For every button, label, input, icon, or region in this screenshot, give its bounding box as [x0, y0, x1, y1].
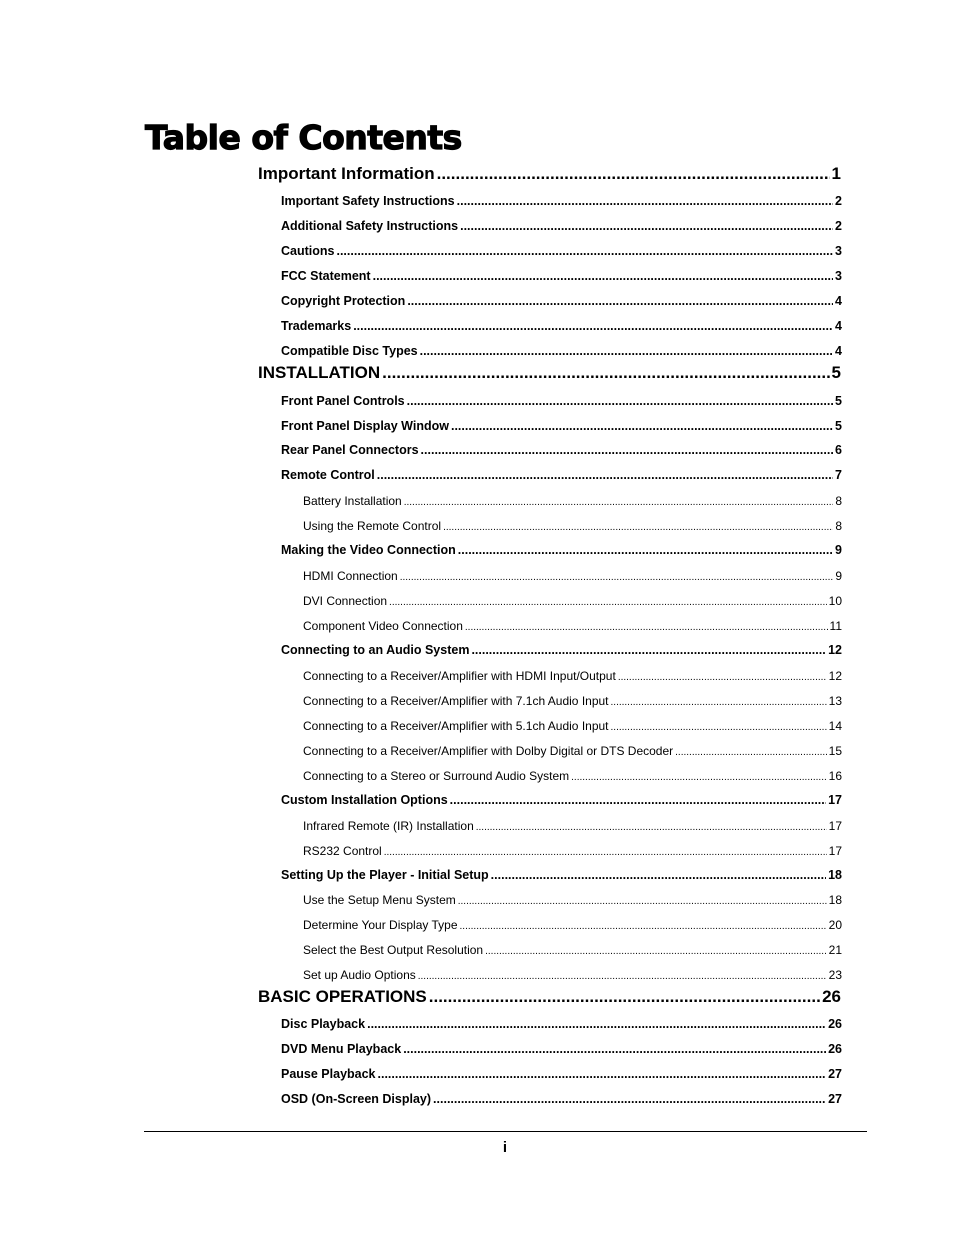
toc-dot-leader — [421, 441, 834, 459]
toc-entry-label: DVI Connection — [303, 594, 388, 608]
toc-entry-page-number: 27 — [828, 1092, 842, 1106]
toc-entry-label: Additional Safety Instructions — [281, 219, 459, 233]
toc-entry-page-number: 11 — [829, 619, 842, 633]
toc-entry-label: Remote Control — [281, 468, 375, 482]
toc-dot-leader — [611, 719, 827, 735]
toc-entry-page-number: 26 — [828, 1017, 842, 1031]
toc-entry[interactable] — [281, 1040, 842, 1058]
toc-entry[interactable] — [281, 866, 842, 884]
toc-entry-label: Using the Remote Control — [303, 519, 442, 533]
toc-entry-page-number: 5 — [835, 419, 842, 433]
toc-dot-leader — [457, 192, 833, 210]
toc-entry-page-number: 3 — [835, 269, 842, 283]
toc-entry-page-number: 7 — [835, 468, 842, 482]
toc-entry-label: Infrared Remote (IR) Installation — [303, 819, 474, 833]
toc-entry[interactable] — [303, 717, 842, 735]
toc-entry-page-number: 4 — [835, 319, 842, 333]
toc-entry-label: Custom Installation Options — [281, 793, 448, 807]
toc-entry-label: DVD Menu Playback — [281, 1042, 402, 1056]
toc-dot-leader — [458, 541, 833, 559]
toc-entry[interactable] — [303, 842, 842, 860]
toc-entry-label: Component Video Connection — [303, 619, 463, 633]
footer-page-number: i — [502, 1139, 508, 1156]
toc-entry-label: Connecting to a Receiver/Amplifier with 5.1ch Audio Input — [303, 719, 609, 733]
toc-dot-leader — [571, 769, 826, 785]
toc-entry[interactable] — [281, 342, 842, 360]
toc-dot-leader — [418, 968, 827, 984]
toc-dot-leader — [437, 163, 830, 185]
toc-entry-label: Determine Your Display Type — [303, 918, 458, 932]
footer-divider — [144, 1131, 867, 1132]
toc-entry[interactable] — [281, 292, 842, 310]
toc-entry[interactable] — [281, 217, 842, 235]
toc-dot-leader — [384, 844, 827, 860]
toc-entry-page-number: 14 — [828, 719, 842, 733]
toc-dot-leader — [458, 893, 827, 909]
toc-entry-page-number: 4 — [835, 344, 842, 358]
toc-entry[interactable] — [281, 1065, 842, 1083]
toc-entry-label: Important Safety Instructions — [281, 194, 455, 208]
toc-dot-leader — [389, 594, 827, 610]
toc-entry[interactable] — [303, 941, 842, 959]
toc-entry[interactable] — [281, 417, 842, 435]
toc-dot-leader — [382, 362, 829, 384]
toc-dot-leader — [404, 494, 834, 510]
toc-dot-leader — [407, 392, 833, 410]
toc-entry-page-number: 26 — [828, 1042, 842, 1056]
toc-dot-leader — [611, 694, 827, 710]
toc-dot-leader — [403, 1040, 826, 1058]
toc-dot-leader — [353, 317, 833, 335]
toc-dot-leader — [429, 986, 820, 1008]
toc-dot-leader — [618, 669, 827, 685]
toc-entry-label: Connecting to a Receiver/Amplifier with 7.1ch Audio Input — [303, 694, 609, 708]
toc-entry-label: Making the Video Connection — [281, 543, 456, 557]
toc-dot-leader — [450, 791, 826, 809]
toc-entry[interactable] — [281, 1015, 842, 1033]
toc-entry[interactable] — [303, 617, 842, 635]
toc-entry-page-number: 8 — [835, 494, 842, 508]
toc-dot-leader — [377, 466, 833, 484]
toc-entry-label: Copyright Protection — [281, 294, 406, 308]
toc-dot-leader — [460, 217, 833, 235]
toc-entry-label: Compatible Disc Types — [281, 344, 418, 358]
toc-entry-label: BASIC OPERATIONS — [258, 987, 427, 1006]
toc-dot-leader — [336, 242, 833, 260]
toc-entry-label: HDMI Connection — [303, 569, 398, 583]
toc-entry-label: Setting Up the Player - Initial Setup — [281, 868, 489, 882]
toc-entry-page-number: 17 — [828, 793, 842, 807]
toc-entry-label: Rear Panel Connectors — [281, 443, 419, 457]
toc-entry-page-number: 9 — [835, 543, 842, 557]
toc-entry-label: Disc Playback — [281, 1017, 366, 1031]
toc-entry-page-number: 2 — [835, 194, 842, 208]
toc-entry-page-number: 18 — [828, 893, 842, 907]
toc-entry-page-number: 5 — [835, 394, 842, 408]
toc-entry[interactable] — [303, 667, 842, 685]
toc-entry-page-number: 21 — [828, 943, 842, 957]
toc-entry-page-number: 12 — [828, 669, 842, 683]
toc-entry-page-number: 15 — [828, 744, 842, 758]
toc-entry[interactable] — [303, 517, 842, 535]
toc-dot-leader — [465, 619, 828, 635]
toc-dot-leader — [491, 866, 826, 884]
toc-entry-page-number: 9 — [835, 569, 842, 583]
toc-entry[interactable] — [303, 592, 842, 610]
toc-entry[interactable] — [281, 441, 842, 459]
toc-entry-label: FCC Statement — [281, 269, 371, 283]
toc-entry-page-number: 27 — [828, 1067, 842, 1081]
toc-dot-leader — [485, 943, 827, 959]
toc-entry-page-number: 8 — [835, 519, 842, 533]
toc-entry[interactable] — [281, 192, 842, 210]
toc-entry[interactable] — [281, 641, 842, 659]
toc-entry[interactable] — [303, 692, 842, 710]
toc-dot-leader — [675, 744, 826, 760]
toc-entry[interactable] — [303, 492, 842, 510]
toc-entry-page-number: 3 — [835, 244, 842, 258]
toc-entry[interactable] — [258, 362, 841, 384]
toc-dot-leader — [407, 292, 833, 310]
toc-dot-leader — [451, 417, 833, 435]
toc-dot-leader — [420, 342, 833, 360]
toc-entry-label: RS232 Control — [303, 844, 382, 858]
toc-entry[interactable] — [303, 567, 842, 585]
toc-entry-label: Front Panel Display Window — [281, 419, 449, 433]
toc-entry-page-number: 16 — [828, 769, 842, 783]
toc-entry[interactable] — [303, 817, 842, 835]
toc-dot-leader — [460, 918, 827, 934]
toc-entry-label: Front Panel Controls — [281, 394, 405, 408]
toc-entry-page-number: 6 — [835, 443, 842, 457]
toc-entry[interactable] — [303, 767, 842, 785]
toc-entry-label: Connecting to a Stereo or Surround Audio System — [303, 769, 570, 783]
toc-entry-page-number: 12 — [828, 643, 842, 657]
toc-entry[interactable] — [281, 541, 842, 559]
toc-dot-leader — [433, 1090, 826, 1108]
toc-entry[interactable] — [303, 891, 842, 909]
page-title: Table of Contents — [145, 118, 462, 157]
toc-entry-label: Battery Installation — [303, 494, 402, 508]
toc-entry[interactable] — [303, 966, 842, 984]
toc-dot-leader — [471, 641, 826, 659]
toc-entry-label: Use the Setup Menu System — [303, 893, 456, 907]
toc-entry-label: Cautions — [281, 244, 335, 258]
toc-entry-page-number: 4 — [835, 294, 842, 308]
toc-dot-leader — [378, 1065, 827, 1083]
toc-entry-page-number: 26 — [822, 987, 841, 1006]
toc-entry[interactable] — [281, 392, 842, 410]
toc-entry[interactable] — [281, 267, 842, 285]
toc-entry-label: Important Information — [258, 164, 435, 183]
toc-entry-label: INSTALLATION — [258, 363, 381, 382]
toc-entry[interactable] — [281, 1090, 842, 1108]
toc-entry-page-number: 5 — [831, 363, 841, 382]
toc-entry-label: Set up Audio Options — [303, 968, 416, 982]
toc-entry[interactable] — [258, 163, 841, 185]
toc-entry-page-number: 13 — [828, 694, 842, 708]
toc-dot-leader — [443, 519, 833, 535]
toc-entry-page-number: 1 — [831, 164, 841, 183]
toc-entry-page-number: 17 — [828, 819, 842, 833]
toc-entry[interactable] — [281, 466, 842, 484]
toc-entry[interactable] — [303, 916, 842, 934]
toc-entry-page-number: 20 — [828, 918, 842, 932]
toc-entry-label: OSD (On-Screen Display) — [281, 1092, 432, 1106]
toc-entry-label: Select the Best Output Resolution — [303, 943, 484, 957]
toc-entry-label: Connecting to an Audio System — [281, 643, 470, 657]
toc-entry[interactable] — [258, 986, 841, 1008]
toc-entry-label: Trademarks — [281, 319, 352, 333]
toc-dot-leader — [476, 819, 827, 835]
toc-entry[interactable] — [281, 317, 842, 335]
toc-entry-page-number: 18 — [828, 868, 842, 882]
toc-entry-label: Connecting to a Receiver/Amplifier with Dolby Digital or DTS Decoder — [303, 744, 674, 758]
toc-entry-page-number: 17 — [828, 844, 842, 858]
toc-entry-label: Connecting to a Receiver/Amplifier with HDMI Input/Output — [303, 669, 616, 683]
toc-dot-leader — [373, 267, 833, 285]
toc-entry-page-number: 23 — [828, 968, 842, 982]
toc-entry[interactable] — [303, 742, 842, 760]
toc-entry-label: Pause Playback — [281, 1067, 376, 1081]
toc-entry-page-number: 10 — [828, 594, 842, 608]
toc-dot-leader — [400, 569, 834, 585]
toc-entry[interactable] — [281, 791, 842, 809]
toc-entry-page-number: 2 — [835, 219, 842, 233]
toc-dot-leader — [367, 1015, 826, 1033]
toc-entry[interactable] — [281, 242, 842, 260]
